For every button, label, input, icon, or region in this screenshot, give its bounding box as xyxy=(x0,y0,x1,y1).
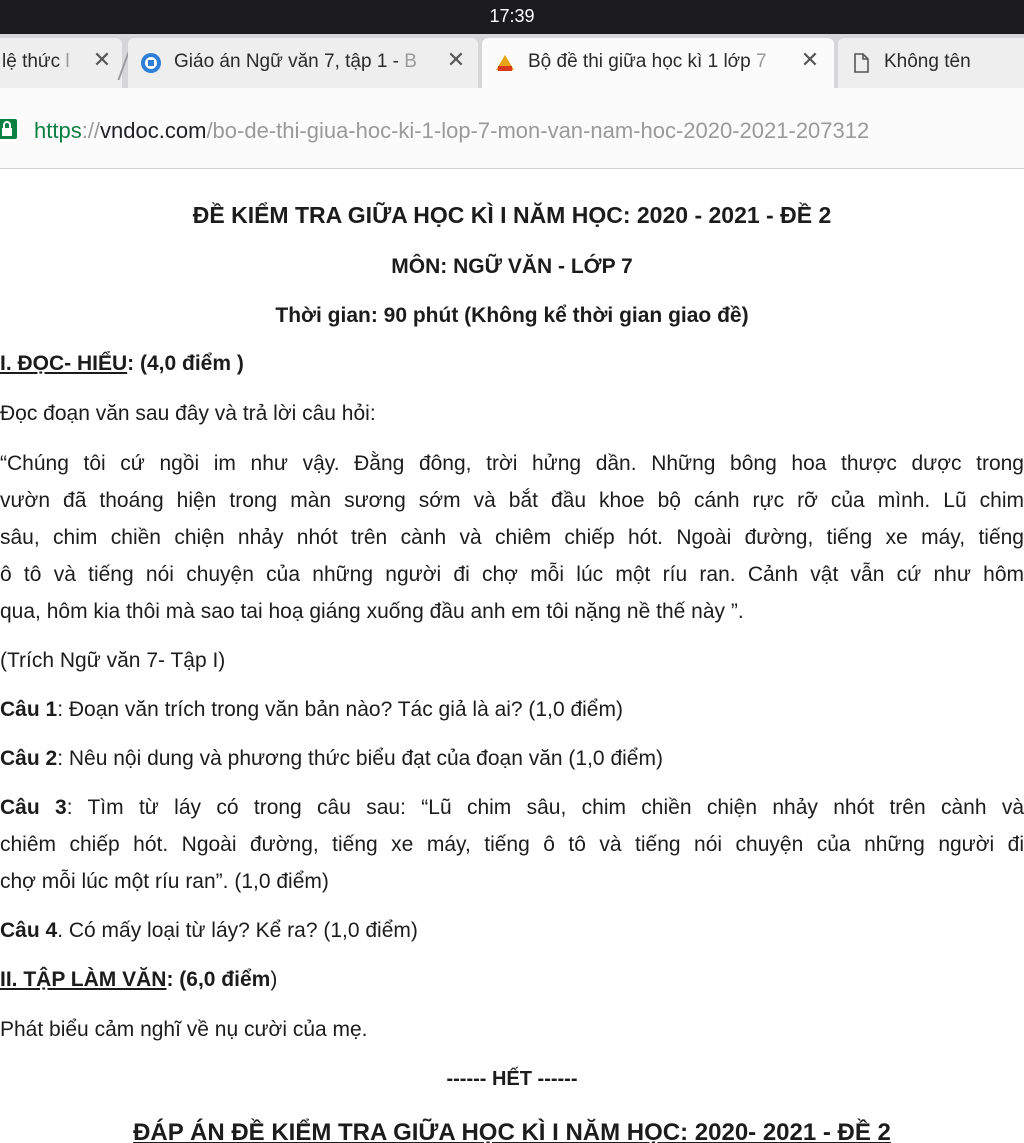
tab-strip xyxy=(0,34,1024,88)
question-4: Câu 4. Có mấy loại từ láy? Kể ra? (1,0 điểm) xyxy=(0,919,418,942)
document-icon xyxy=(850,52,872,74)
exam-duration: Thời gian: 90 phút (Không kể thời gian giao đề) xyxy=(275,304,749,327)
url-scheme: https xyxy=(34,118,82,143)
tab-le-thuc[interactable] xyxy=(0,38,122,88)
address-bar[interactable] xyxy=(0,88,1024,169)
passage-line: “Chúng tôi cứ ngồi im như vậy. Đằng đông, trời hửng dần. Những bông hoa thược dược trong xyxy=(0,452,1024,475)
tab-giao-an[interactable] xyxy=(128,38,478,88)
status-bar xyxy=(0,0,1024,34)
lock-icon[interactable] xyxy=(0,118,18,140)
url-separator: :// xyxy=(81,118,101,143)
url-host: vndoc.com xyxy=(100,118,207,143)
answer-key-title: ĐÁP ÁN ĐỀ KIỂM TRA GIỮA HỌC KÌ I NĂM HỌC: 2020- 2021 - ĐỀ 2 xyxy=(133,1119,891,1143)
writing-task: Phát biểu cảm nghĩ về nụ cười của mẹ. xyxy=(0,1018,368,1041)
tab-bo-de-thi[interactable] xyxy=(482,38,834,88)
passage-line: qua, hôm kia thôi mà sao tai hoạ giáng xuống đầu anh em tôi nặng nề thế này ”. xyxy=(0,600,744,623)
passage-line: ô tô và tiếng nói chuyện của những người đi chợ mỗi lúc một ríu ran. Cảnh vật vẫn cứ như hôm xyxy=(0,563,1024,586)
question-2: Câu 2: Nêu nội dung và phương thức biểu đạt của đoạn văn (1,0 điểm) xyxy=(0,747,663,770)
section-2-heading: II. TẬP LÀM VĂN: (6,0 điểm) xyxy=(0,968,278,991)
site-badge-icon xyxy=(140,52,162,74)
tab-close-button[interactable]: ✕ xyxy=(446,47,466,72)
tab-close-button[interactable]: ✕ xyxy=(92,47,112,72)
tab-title: Giáo án Ngữ văn 7, tập 1 - B xyxy=(174,51,417,72)
tab-close-button[interactable]: ✕ xyxy=(800,47,820,72)
exam-subject: MÔN: NGỮ VĂN - LỚP 7 xyxy=(391,255,633,278)
passage-line: vườn đã thoáng hiện trong màn sương sớm và bắt đầu khoe bộ cánh rực rỡ của mình. Lũ chim xyxy=(0,489,1024,512)
clock: 17:39 xyxy=(489,6,535,26)
question-3: Câu 3: Tìm từ láy có trong câu sau: “Lũ chim sâu, chim chiền chiện nhảy nhót trên cành và chiêm chiếp hót. Ngoài đường, tiếng xe máy, tiếng ô tô và tiếng nói chuyện của những người đi chợ mỗi lúc một ríu ran”. (1,0 điểm) xyxy=(0,796,1024,893)
instruction: Đọc đoạn văn sau đây và trả lời câu hỏi: xyxy=(0,402,376,425)
question-1: Câu 1: Đoạn văn trích trong văn bản nào? Tác giả là ai? (1,0 điểm) xyxy=(0,698,623,721)
tab-title: Không tên xyxy=(884,51,971,72)
url-field[interactable] xyxy=(34,118,869,144)
end-marker: ------ HẾT ------ xyxy=(446,1068,578,1090)
tab-khong-ten[interactable] xyxy=(838,38,1024,88)
source-note: (Trích Ngữ văn 7- Tập I) xyxy=(0,649,226,672)
passage-line: sâu, chim chiền chiện nhảy nhót trên cành và chiêm chiếp hót. Ngoài đường, tiếng xe máy, tiếng xyxy=(0,526,1024,549)
section-1-heading: I. ĐỌC- HIỂU: (4,0 điểm ) xyxy=(0,352,244,375)
url-path: /bo-de-thi-giua-hoc-ki-1-lop-7-mon-van-nam-hoc-2020-2021-207312 xyxy=(206,118,870,143)
exam-title: ĐỀ KIỂM TRA GIỮA HỌC KÌ I NĂM HỌC: 2020 - 2021 - ĐỀ 2 xyxy=(192,202,832,228)
tab-title: Bộ đề thi giữa học kì 1 lớp 7 xyxy=(528,51,767,72)
tab-title: lệ thức l xyxy=(2,51,70,72)
passage xyxy=(0,445,1024,630)
page-content xyxy=(0,169,1024,1143)
site-favicon-icon xyxy=(494,52,516,74)
